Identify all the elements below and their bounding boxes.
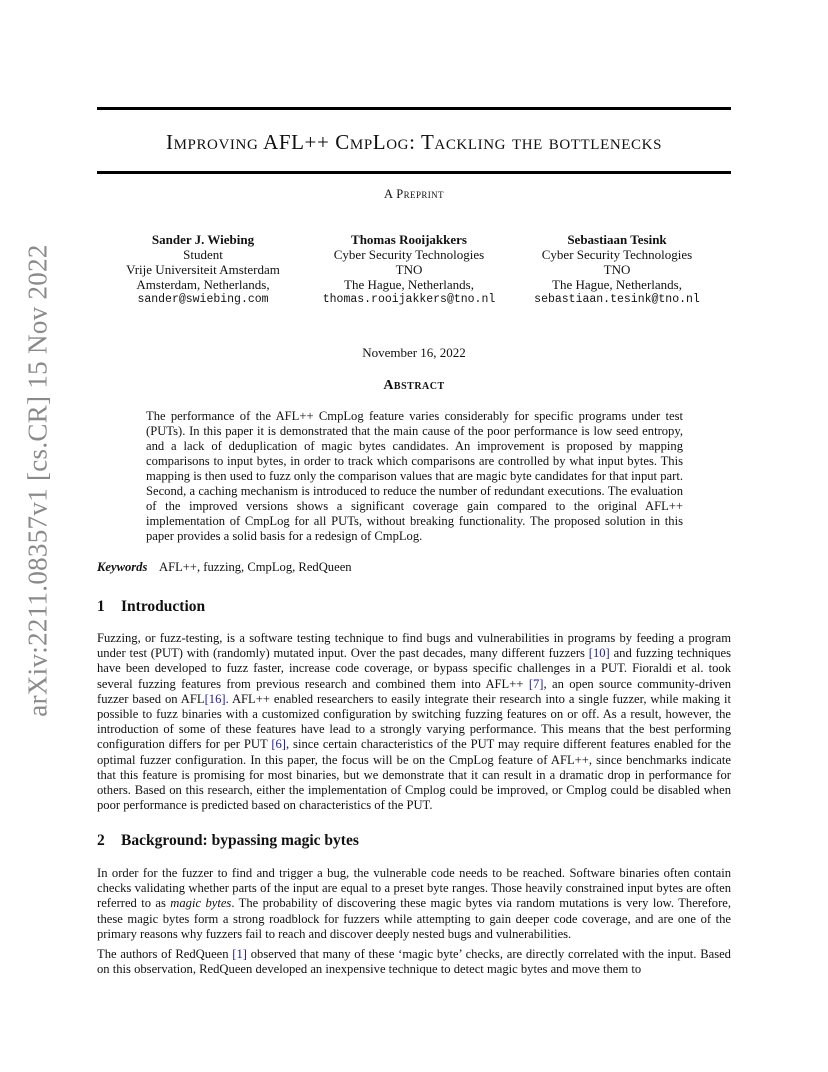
author-email[interactable]: thomas.rooijakkers@tno.nl: [322, 293, 496, 306]
author-name: Sander J. Wiebing: [151, 232, 255, 247]
citation-link[interactable]: [7]: [528, 676, 544, 691]
section-heading-background: [97, 832, 731, 850]
preprint-label: A Preprint: [384, 187, 444, 201]
author-name: Thomas Rooijakkers: [351, 232, 467, 247]
keywords-label: Keywords: [97, 560, 148, 574]
author-affiliation: Cyber Security Technologies: [333, 247, 485, 262]
introduction-paragraph: [97, 631, 731, 813]
section-title: Introduction: [121, 598, 206, 615]
abstract-text: The performance of the AFL++ CmpLog feature varies considerably for specific programs under test (PUTs). In this paper it is demonstrated that the main cause of the poor performance is low seed entropy, and a lack of deduplication of magic bytes candidates. An improvement is proposed by mapping comparisons to input bytes, in order to track which comparisons are controlled by what input bytes. This mapping is then used to fuzz only the comparison values that are magic byte candidates for that input part. Second, a caching mechanism is introduced to reduce the number of redundant executions. The evaluation of the improved versions shows a significant coverage gain compared to the original AFL++ implementation of CmpLog for all PUTs, without breaking functionality. The proposed solution in this paper provides a solid basis for a redesign of CmpLog.: [146, 409, 683, 543]
section-heading-introduction: [97, 598, 731, 616]
author-affiliation: Cyber Security Technologies: [541, 247, 693, 262]
abstract-heading: Abstract: [383, 378, 445, 393]
author-affiliation: The Hague, Netherlands,: [552, 277, 682, 292]
arxiv-side-stamp: [18, 243, 58, 717]
section-number: 2: [97, 832, 105, 849]
paragraph-text: , since certain characteristics of the PUT may require different features enabled for the optimal fuzzer configuration. In this paper, the focus will be on the CmpLog feature of AFL++, since benchmarks indicate that this feature is promising for most binaries, but we demonstrate that it can result in a dramatic drop in performance for others. Based on this research, either the implementation of Cmplog could be improved, or Cmplog could be disabled when poor performance is predicted based on characteristics of the PUT.: [97, 737, 731, 813]
author-name: Sebastiaan Tesink: [567, 232, 667, 247]
author-card: [103, 232, 303, 307]
author-affiliation: TNO: [395, 262, 423, 277]
keywords-line: [97, 560, 731, 575]
paragraph-text: . The probability of discovering these magic bytes via random mutations is very low. Therefore, these magic bytes form a strong roadblock for fuzzers while attempting to gain deeper code coverage, and are one of the primary reasons why fuzzers fail to reach and discover deeply nested bugs and vulnerabilities.: [97, 896, 732, 941]
paragraph-text: Fuzzing, or fuzz-testing, is a software testing technique to find bugs and vulnerabilities in programs by feeding a program under test (PUT) with (randomly) mutated input. Over the past decades, many different fuzzers: [97, 631, 731, 661]
paper-title: Improving AFL++ CmpLog: Tackling the bottlenecks: [165, 130, 663, 154]
author-affiliation: Vrije Universiteit Amsterdam: [126, 262, 280, 277]
author-card: [309, 232, 509, 307]
author-email[interactable]: sander@swiebing.com: [137, 293, 269, 306]
citation-link[interactable]: [16]: [204, 691, 226, 706]
arxiv-identifier: arXiv:2211.08357v1 [cs.CR] 15 Nov 2022: [22, 243, 53, 717]
author-affiliation: Student: [183, 247, 223, 262]
author-email[interactable]: sebastiaan.tesink@tno.nl: [534, 293, 700, 306]
citation-link[interactable]: [1]: [232, 947, 247, 961]
author-affiliation: The Hague, Netherlands,: [344, 277, 474, 292]
title-bottom-rule: [97, 171, 731, 174]
background-paragraph: [97, 866, 731, 942]
paragraph-text: The authors of RedQueen: [97, 947, 233, 961]
citation-link[interactable]: [10]: [588, 646, 610, 661]
section-number: 1: [97, 598, 105, 615]
citation-link[interactable]: [6]: [271, 737, 286, 752]
author-affiliation: Amsterdam, Netherlands,: [136, 277, 270, 292]
author-card: [517, 232, 717, 307]
publication-date: November 16, 2022: [362, 345, 466, 360]
paragraph-text: observed that many of these ‘magic byte’ checks, are directly correlated with the input. Based on this observation, RedQueen developed an inexpensive technique to detect magic bytes and move them to: [97, 947, 731, 977]
paragraph-text: , an open source community-driven fuzzer based on AFL: [97, 676, 732, 706]
paragraph-text: In order for the fuzzer to find and trigger a bug, the vulnerable code needs to be reached. Software binaries often contain checks validating whether parts of the input are equal to a preset byte ranges. Those heavily constrained input bytes are often referred to as: [97, 866, 731, 911]
title-top-rule: [97, 107, 731, 110]
section-title: Background: bypassing magic bytes: [121, 832, 359, 849]
emphasis-text: magic bytes: [170, 896, 232, 911]
background-paragraph: [97, 947, 731, 977]
author-affiliation: TNO: [603, 262, 631, 277]
keywords-list: AFL++, fuzzing, CmpLog, RedQueen: [159, 560, 352, 574]
paragraph-text: . AFL++ enabled researchers to easily integrate their research into a single fuzzer, while making it possible to fuzz binaries with a customized configuration by switching fuzzing features on or off. As a result, however, the introduction of some of these features have lead to a strongly varying performance. This means that the best performing configuration differs for per PUT: [97, 691, 732, 752]
paragraph-text: and fuzzing techniques have been developed to fuzz faster, increase code coverage, or bypass specific challenges in a PUT. Fioraldi et al. took several fuzzing features from previous research and combined them into AFL++: [97, 646, 732, 691]
